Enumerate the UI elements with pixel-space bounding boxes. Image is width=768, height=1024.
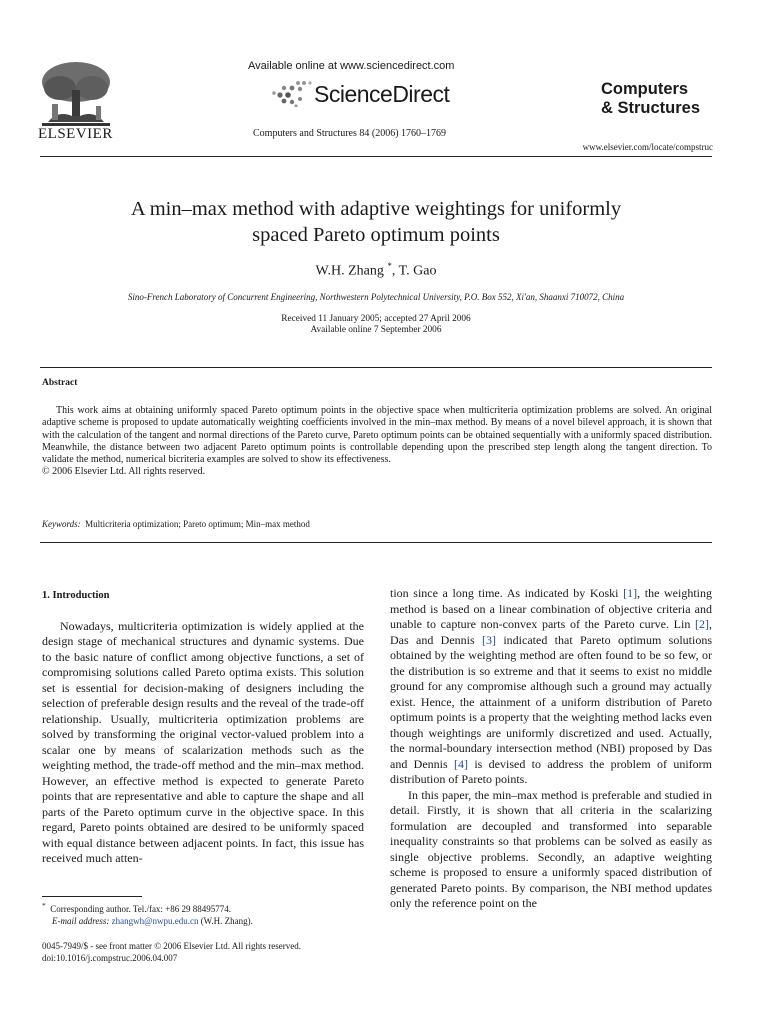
title-line2: spaced Pareto optimum points [252,224,500,246]
corresponding-author-mark[interactable]: * [387,261,392,271]
text-run: , Das and Dennis [390,617,712,647]
journal-name-line2: & Structures [601,99,701,117]
text-run: is devised to address the problem of uniform distribution of Pareto points. [390,756,712,786]
abstract-bottom-divider [40,542,712,543]
article-dates [40,314,712,336]
front-matter [42,940,301,964]
citation-link-3[interactable]: [3] [482,632,496,647]
affiliation: Sino-French Laboratory of Concurrent Engineering, Northwestern Polytechnical University, P.O. Box 552, Xi'an, Shaanxi 710072, China [127,292,625,302]
journal-url-link[interactable]: www.elsevier.com/locate/compstruc [582,142,713,152]
journal-name-line1: Computers [601,80,689,98]
author-gao: , T. Gao [391,263,437,279]
available-online-text[interactable]: Available online at www.sciencedirect.com [248,60,455,72]
article-title [40,196,712,248]
keywords-list: Multicriteria optimization; Pareto optimum; Min–max method [85,519,310,529]
abstract-top-divider [40,367,712,368]
footnote [42,900,253,927]
title-line1: A min–max method with adaptive weightings for uniformly [130,198,622,220]
intro-paragraph-2 [390,586,712,788]
abstract-text: This work aims at obtaining uniformly spaced Pareto optimum points in the objective space when multicriteria optimization problems are solved. An original adaptive scheme is proposed to update automatically weighting coefficients involved in the min–max method. By means of a novel bilevel approach, it is shown that with the calculation of the tangent and normal directions of the Pareto curve, Pareto optimum points can be obtained sequentially with a uniformly spaced distribution. Meanwhile, the distance between two adjacent Pareto optimum points is controllable depending upon the prescribed step length along the tangent direction. To validate the method, numerical bicriteria examples are solved to show its effectiveness. [42,405,712,466]
corresponding-author-text: Corresponding author. Tel./fax: +86 29 88495774. [50,904,232,914]
doi-line[interactable]: doi:10.1016/j.compstruc.2006.04.007 [42,953,178,963]
authors [40,261,712,280]
intro-paragraph-1: Nowadays, multicriteria optimization is widely applied at the design stage of mechanical structures and dynamic systems. Due to the basic nature of conflict among objective functions, a set of compromising solutions called Pareto optima exists. This solution set is essential for decision-making of designers including the selection of preferable design results and the reveal of the trade-off relationship. Usually, multicriteria optimization problems are solved by transforming the original vector-valued problem into a scalar one by means of scalarization methods such as the weighting method, the trade-off method and the min–max method. However, an effective method is expected to generate Pareto points that are representative and able to capture the shape and all parts of the Pareto optimum curve in the objective space. In this regard, Pareto points obtained are desired to be uniformly spaced with equal distance between adjacent points. In fact, this issue has received much atten- [42,618,364,865]
author-zhang: W.H. Zhang [315,263,384,279]
body-right-column [390,586,712,912]
email-label: E-mail address: [52,916,110,926]
email-suffix: (W.H. Zhang). [200,916,253,926]
citation-link-1[interactable]: [1] [623,586,638,600]
abstract-body [42,405,712,479]
text-run: indicated that Pareto optimum solutions obtained by the weighting method are often found to be so few, or the distribution is so extreme and that it seems to exist no middle ground for any compromise although such a ground may actually exist. Hence, the attainment of a uniform distribution of Pareto optimum points is a property that the weighting method lacks even though weightings are uniformly discretized and used. Actually, the normal-boundary intersection method (NBI) proposed by Das and Dennis [390,632,712,771]
citation-link-4[interactable]: [4] [454,756,468,771]
journal-reference: Computers and Structures 84 (2006) 1760–1769 [253,128,447,139]
footnote-divider [42,896,142,897]
keywords [42,519,310,529]
body-left-column [42,588,364,867]
corresponding-author-footnote [42,900,253,915]
email-link[interactable]: zhangwh@nwpu.edu.cn [111,916,199,926]
text-run: tion since a long time. As indicated by Koski [390,586,624,600]
header-divider [40,156,712,157]
sciencedirect-dots-icon [270,79,312,107]
available-date: Available online 7 September 2006 [310,325,442,335]
elsevier-tree-logo [38,60,114,130]
email-line [42,915,253,927]
footnote-mark: * [42,901,46,910]
issn-line: 0045-7949/$ - see front matter © 2006 Elsevier Ltd. All rights reserved. [42,941,302,951]
keywords-label: Keywords: [42,519,81,529]
received-date: Received 11 January 2005; accepted 27 April 2006 [281,314,471,324]
section-heading-introduction: 1. Introduction [42,590,110,601]
abstract-copyright: © 2006 Elsevier Ltd. All rights reserved. [42,466,206,478]
text-run: , the weighting method is based on a linear combination of objective criteria and unable to capture non-convex parts of the Pareto curve. Lin [390,586,712,631]
publisher-name: ELSEVIER [38,126,113,142]
intro-paragraph-3: In this paper, the min–max method is preferable and studied in detail. Firstly, it is shown that all criteria in the scalarizing formulation are decoupled and transformed into separable inequality constraints so that problems can be solved as easily as single objective problems. Secondly, an adaptive weighting scheme is proposed to ensure a uniformly spaced distribution of generated Pareto points. By comparison, the NBI method updates only the reference point on the [390,787,712,910]
sciencedirect-logo-text: ScienceDirect [314,81,450,107]
abstract-heading: Abstract [42,378,78,388]
citation-link-2[interactable]: [2] [695,617,709,631]
